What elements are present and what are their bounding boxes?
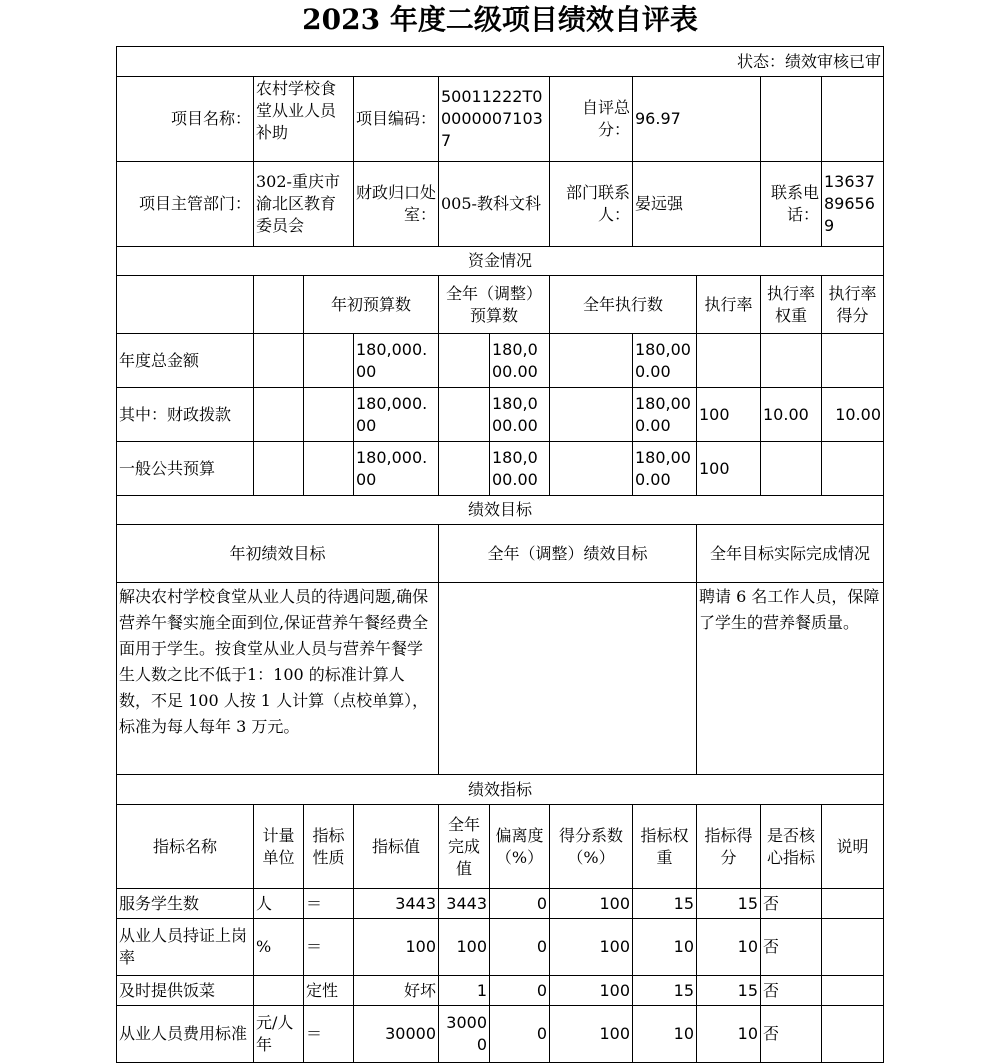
indicator-coef: 100 — [550, 889, 633, 919]
indicator-header-core: 是否核心指标 — [761, 805, 822, 889]
funds-weight — [761, 442, 822, 496]
funds-weight: 10.00 — [761, 388, 822, 442]
goals-section-title: 绩效目标 — [117, 496, 884, 525]
indicator-name: 从业人员持证上岗率 — [117, 919, 254, 976]
empty-cell — [439, 334, 490, 388]
funds-initial: 180,000.00 — [354, 334, 439, 388]
indicator-weight: 15 — [633, 889, 697, 919]
indicator-header-weight: 指标权重 — [633, 805, 697, 889]
funds-initial: 180,000.00 — [354, 442, 439, 496]
funds-rate: 100 — [697, 442, 761, 496]
indicator-target: 好坏 — [354, 976, 439, 1006]
empty-cell — [254, 334, 304, 388]
funds-initial: 180,000.00 — [354, 388, 439, 442]
goals-header-actual: 全年目标实际完成情况 — [697, 525, 884, 583]
indicator-score: 10 — [697, 919, 761, 976]
indicator-target: 100 — [354, 919, 439, 976]
empty-cell — [304, 442, 354, 496]
score-label: 自评总分： — [550, 77, 633, 162]
project-name-value: 农村学校食堂从业人员补助 — [254, 77, 354, 162]
indicator-score: 10 — [697, 1006, 761, 1063]
indicator-coef: 100 — [550, 976, 633, 1006]
indicator-deviation: 0 — [490, 889, 550, 919]
empty-cell — [439, 388, 490, 442]
indicator-note — [822, 919, 884, 976]
indicator-row — [117, 919, 884, 976]
phone-value: 13637896569 — [822, 162, 884, 247]
indicator-unit — [254, 976, 304, 1006]
funds-executed: 180,000.00 — [633, 388, 697, 442]
indicator-score: 15 — [697, 889, 761, 919]
funds-header-initial: 年初预算数 — [304, 276, 439, 334]
indicators-section-title: 绩效指标 — [117, 775, 884, 805]
funds-adjusted: 180,000.00 — [490, 334, 550, 388]
funds-section-title: 资金情况 — [117, 247, 884, 276]
indicator-nature: ＝ — [304, 1006, 354, 1063]
funds-row-label: 一般公共预算 — [117, 442, 254, 496]
indicator-unit: 人 — [254, 889, 304, 919]
indicator-header-coef: 得分系数（%） — [550, 805, 633, 889]
funds-header-adjusted: 全年（调整）预算数 — [439, 276, 550, 334]
funds-score: 10.00 — [822, 388, 884, 442]
indicator-name: 服务学生数 — [117, 889, 254, 919]
contact-value: 晏远强 — [633, 162, 761, 247]
dept-label: 项目主管部门： — [117, 162, 254, 247]
project-name-label: 项目名称： — [117, 77, 254, 162]
indicator-actual: 1 — [439, 976, 490, 1006]
empty-cell — [304, 334, 354, 388]
indicator-deviation: 0 — [490, 919, 550, 976]
indicator-row — [117, 976, 884, 1006]
funds-rate — [697, 334, 761, 388]
empty-cell — [761, 77, 822, 162]
phone-label: 联系电话： — [761, 162, 822, 247]
indicator-deviation: 0 — [490, 1006, 550, 1063]
indicator-score: 15 — [697, 976, 761, 1006]
indicator-header-note: 说明 — [822, 805, 884, 889]
indicator-core: 否 — [761, 976, 822, 1006]
empty-cell — [550, 334, 633, 388]
actual-completion-text: 聘请 6 名工作人员，保障了学生的营养餐质量。 — [697, 583, 884, 775]
indicator-coef: 100 — [550, 1006, 633, 1063]
finance-value: 005-教科文科 — [439, 162, 550, 247]
funds-score — [822, 334, 884, 388]
indicator-name: 从业人员费用标准 — [117, 1006, 254, 1063]
funds-score — [822, 442, 884, 496]
funds-rate: 100 — [697, 388, 761, 442]
funds-row — [117, 442, 884, 496]
indicator-coef: 100 — [550, 919, 633, 976]
dept-value: 302-重庆市渝北区教育委员会 — [254, 162, 354, 247]
indicator-actual: 100 — [439, 919, 490, 976]
evaluation-form — [116, 46, 884, 1063]
funds-adjusted: 180,000.00 — [490, 442, 550, 496]
finance-label: 财政归口处室： — [354, 162, 439, 247]
empty-cell — [254, 442, 304, 496]
status-text: 状态：绩效审核已审 — [117, 47, 884, 77]
empty-cell — [822, 77, 884, 162]
indicator-note — [822, 889, 884, 919]
adjusted-goal-text — [439, 583, 697, 775]
indicator-header-actual: 全年完成值 — [439, 805, 490, 889]
indicator-unit: 元/人年 — [254, 1006, 304, 1063]
indicator-row — [117, 889, 884, 919]
page-title: 2023 年度二级项目绩效自评表 — [302, 3, 698, 36]
funds-row-label: 年度总金额 — [117, 334, 254, 388]
indicator-header-target: 指标值 — [354, 805, 439, 889]
indicator-header-nature: 指标性质 — [304, 805, 354, 889]
indicator-weight: 10 — [633, 1006, 697, 1063]
indicator-header-unit: 计量单位 — [254, 805, 304, 889]
indicator-core: 否 — [761, 889, 822, 919]
indicator-weight: 10 — [633, 919, 697, 976]
indicator-nature: ＝ — [304, 919, 354, 976]
funds-row — [117, 334, 884, 388]
empty-cell — [439, 442, 490, 496]
funds-weight — [761, 334, 822, 388]
funds-header-executed: 全年执行数 — [550, 276, 697, 334]
indicator-unit: % — [254, 919, 304, 976]
indicator-nature: ＝ — [304, 889, 354, 919]
funds-adjusted: 180,000.00 — [490, 388, 550, 442]
funds-row-label: 其中：财政拨款 — [117, 388, 254, 442]
empty-cell — [117, 276, 254, 334]
indicator-header-deviation: 偏离度（%） — [490, 805, 550, 889]
empty-cell — [550, 388, 633, 442]
indicator-header-name: 指标名称 — [117, 805, 254, 889]
empty-cell — [550, 442, 633, 496]
indicator-core: 否 — [761, 1006, 822, 1063]
indicator-nature: 定性 — [304, 976, 354, 1006]
goals-header-initial: 年初绩效目标 — [117, 525, 439, 583]
empty-cell — [304, 388, 354, 442]
funds-header-rate: 执行率 — [697, 276, 761, 334]
goals-header-adjusted: 全年（调整）绩效目标 — [439, 525, 697, 583]
contact-label: 部门联系人： — [550, 162, 633, 247]
indicator-note — [822, 1006, 884, 1063]
indicator-target: 30000 — [354, 1006, 439, 1063]
indicator-note — [822, 976, 884, 1006]
funds-row — [117, 388, 884, 442]
project-code-label: 项目编码： — [354, 77, 439, 162]
initial-goal-text: 解决农村学校食堂从业人员的待遇问题,确保营养午餐实施全面到位,保证营养午餐经费全面用于学生。按食堂从业人员与营养午餐学生人数之比不低于1：100 的标准计算人数，不足 100 人按 1 人计算（点校单算），标准为每人每年 3 万元。 — [117, 583, 439, 775]
empty-cell — [254, 388, 304, 442]
indicator-row — [117, 1006, 884, 1063]
indicator-name: 及时提供饭菜 — [117, 976, 254, 1006]
score-value: 96.97 — [633, 77, 761, 162]
indicator-actual: 30000 — [439, 1006, 490, 1063]
empty-cell — [254, 276, 304, 334]
indicator-actual: 3443 — [439, 889, 490, 919]
indicator-weight: 15 — [633, 976, 697, 1006]
funds-header-score: 执行率得分 — [822, 276, 884, 334]
indicator-core: 否 — [761, 919, 822, 976]
project-code-value: 50011222T000000071037 — [439, 77, 550, 162]
funds-executed: 180,000.00 — [633, 442, 697, 496]
indicator-target: 3443 — [354, 889, 439, 919]
funds-header-weight: 执行率权重 — [761, 276, 822, 334]
indicator-header-score: 指标得分 — [697, 805, 761, 889]
funds-executed: 180,000.00 — [633, 334, 697, 388]
indicator-deviation: 0 — [490, 976, 550, 1006]
